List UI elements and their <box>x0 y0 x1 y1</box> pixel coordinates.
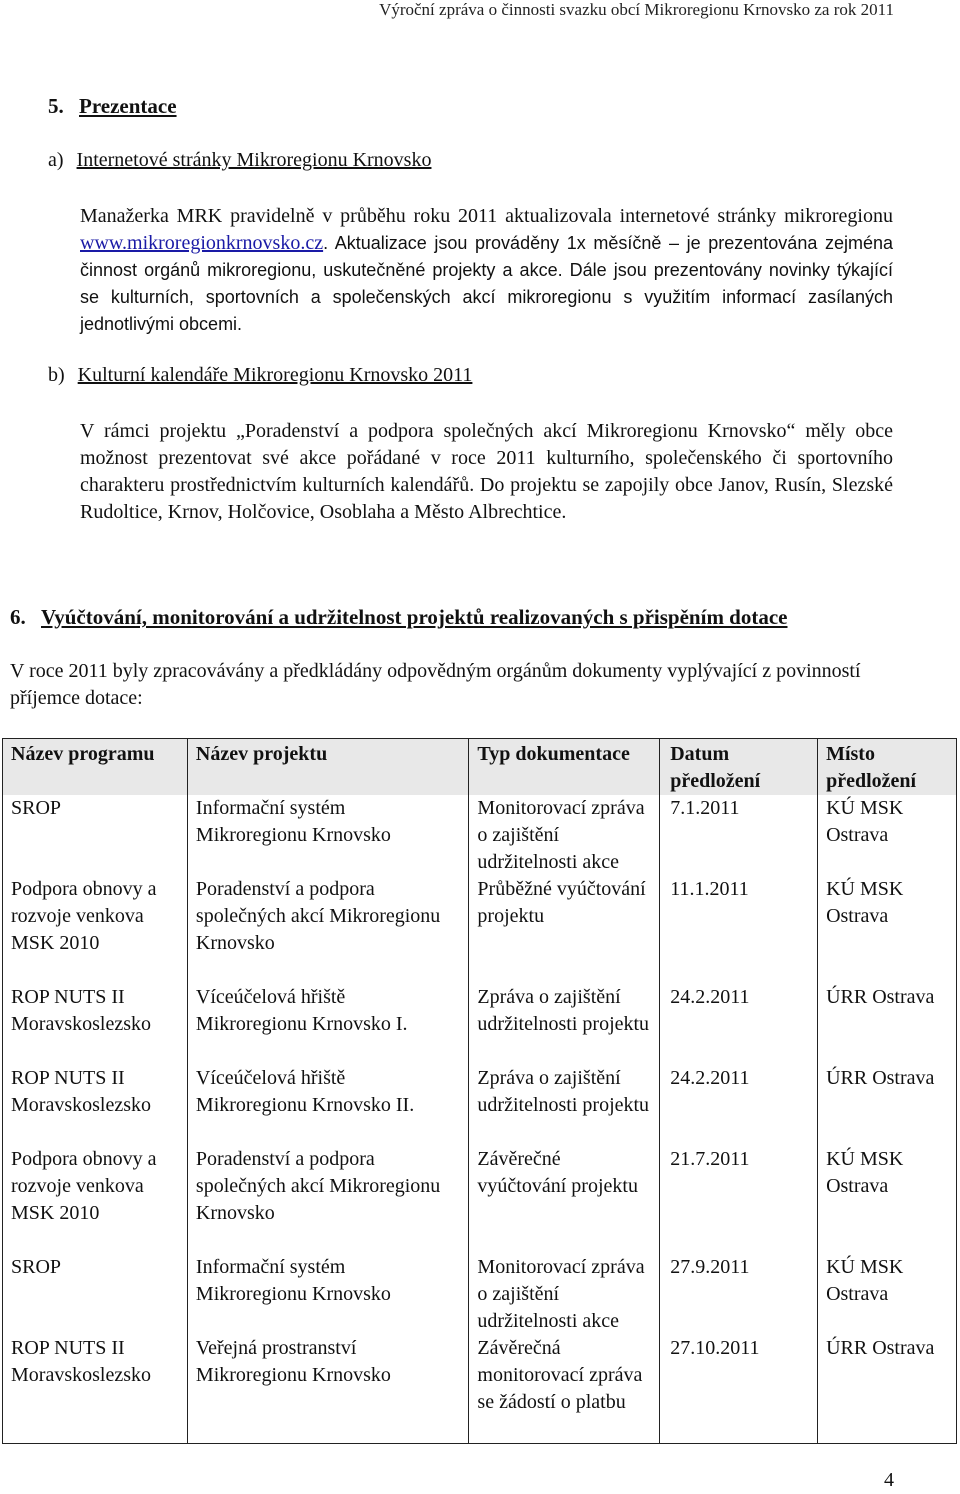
subsection-b-label: b) <box>48 364 65 386</box>
header-program: Název programu <box>3 739 188 796</box>
cell-doc-type: Průběžné vyúčtování projektu <box>469 876 660 984</box>
cell-program: Podpora obnovy a rozvoje venkova MSK 2010 <box>3 876 188 984</box>
cell-project: Poradenství a podpora společných akcí Mikroregionu Krnovsko <box>187 876 469 984</box>
cell-date: 21.7.2011 <box>660 1146 818 1254</box>
cell-doc-type: Monitorovací zpráva o zajištění udržitelnosti akce <box>469 1254 660 1335</box>
header-project: Název projektu <box>187 739 469 796</box>
cell-place: KÚ MSK Ostrava <box>818 1254 957 1335</box>
cell-date: 24.2.2011 <box>660 1065 818 1146</box>
documents-table <box>2 738 957 1444</box>
table-row <box>3 1254 957 1335</box>
cell-date: 27.9.2011 <box>660 1254 818 1335</box>
subsection-a-label: a) <box>48 149 64 171</box>
subsection-a-paragraph <box>80 203 893 338</box>
running-header: Výroční zpráva o činnosti svazku obcí Mikroregionu Krnovsko za rok 2011 <box>379 0 894 19</box>
cell-place: ÚRR Ostrava <box>818 1065 957 1146</box>
subsection-a-heading <box>48 149 431 172</box>
cell-doc-type: Závěrečná monitorovací zpráva se žádostí o platbu <box>469 1335 660 1443</box>
table-row <box>3 1335 957 1443</box>
cell-program: SROP <box>3 1254 188 1335</box>
cell-project: Víceúčelová hřiště Mikroregionu Krnovsko I. <box>187 984 469 1065</box>
cell-place: KÚ MSK Ostrava <box>818 1146 957 1254</box>
cell-program: SROP <box>3 795 188 876</box>
table-row <box>3 1146 957 1254</box>
cell-date: 24.2.2011 <box>660 984 818 1065</box>
cell-project: Informační systém Mikroregionu Krnovsko <box>187 795 469 876</box>
cell-doc-type: Závěrečné vyúčtování projektu <box>469 1146 660 1254</box>
section-5-heading <box>48 94 177 119</box>
section-6-intro: V roce 2011 byly zpracovávány a předkládány odpovědným orgánům dokumenty vyplývající z povinností příjemce dotace: <box>10 660 861 709</box>
cell-program: ROP NUTS II Moravskoslezsko <box>3 1335 188 1443</box>
subsection-a-title: Internetové stránky Mikroregionu Krnovsko <box>76 149 432 171</box>
cell-program: Podpora obnovy a rozvoje venkova MSK 2010 <box>3 1146 188 1254</box>
cell-project: Poradenství a podpora společných akcí Mikroregionu Krnovsko <box>187 1146 469 1254</box>
cell-doc-type: Zpráva o zajištění udržitelnosti projektu <box>469 984 660 1065</box>
cell-doc-type: Monitorovací zpráva o zajištění udržitelnosti akce <box>469 795 660 876</box>
table-row <box>3 1065 957 1146</box>
header-place: Místo předložení <box>818 739 957 796</box>
page-number: 4 <box>884 1469 894 1491</box>
cell-program: ROP NUTS II Moravskoslezsko <box>3 1065 188 1146</box>
cell-place: ÚRR Ostrava <box>818 984 957 1065</box>
section-5-number: 5. <box>48 94 64 118</box>
section-6-heading <box>10 605 788 630</box>
subsection-a-text-start: Manažerka MRK pravidelně v průběhu roku 2011 aktualizovala internetové stránky mikroregionu <box>80 205 893 227</box>
header-doc-type: Typ dokumentace <box>469 739 660 796</box>
table-row <box>3 876 957 984</box>
table-header-row <box>3 739 957 796</box>
table-row <box>3 984 957 1065</box>
cell-date: 7.1.2011 <box>660 795 818 876</box>
subsection-a-text-rest: . Aktualizace jsou prováděny 1x měsíčně – je prezentována zejména činnost orgánů mikroregionu, uskutečněné projekty a akce. Dále jsou prezentovány novinky týkající se kulturních, sportovních a společenských akcí mikroregionu s využitím informací zasílaných jednotlivými obcemi. <box>80 233 893 334</box>
cell-project: Informační systém Mikroregionu Krnovsko <box>187 1254 469 1335</box>
website-link[interactable]: www.mikroregionkrnovsko.cz <box>80 232 324 254</box>
cell-date: 27.10.2011 <box>660 1335 818 1443</box>
cell-project: Víceúčelová hřiště Mikroregionu Krnovsko II. <box>187 1065 469 1146</box>
section-5-title: Prezentace <box>79 94 177 118</box>
header-date: Datum předložení <box>660 739 818 796</box>
cell-program: ROP NUTS II Moravskoslezsko <box>3 984 188 1065</box>
section-6-title: Vyúčtování, monitorování a udržitelnost projektů realizovaných s přispěním dotace <box>41 605 788 629</box>
section-6-number: 6. <box>10 605 26 629</box>
cell-place: KÚ MSK Ostrava <box>818 795 957 876</box>
cell-project: Veřejná prostranství Mikroregionu Krnovsko <box>187 1335 469 1443</box>
subsection-b-paragraph: V rámci projektu „Poradenství a podpora společných akcí Mikroregionu Krnovsko“ měly obce možnost prezentovat své akce pořádané v roce 2011 kulturního, společenského či sportovního charakteru prostřednictvím kulturních kalendářů. Do projektu se zapojily obce Janov, Rusín, Slezské Rudoltice, Krnov, Holčovice, Osoblaha a Město Albrechtice. <box>80 420 893 523</box>
cell-place: ÚRR Ostrava <box>818 1335 957 1443</box>
subsection-b-title: Kulturní kalendáře Mikroregionu Krnovsko 2011 <box>77 364 473 386</box>
table-row <box>3 795 957 876</box>
cell-date: 11.1.2011 <box>660 876 818 984</box>
cell-doc-type: Zpráva o zajištění udržitelnosti projektu <box>469 1065 660 1146</box>
cell-place: KÚ MSK Ostrava <box>818 876 957 984</box>
subsection-b-heading <box>48 364 472 387</box>
